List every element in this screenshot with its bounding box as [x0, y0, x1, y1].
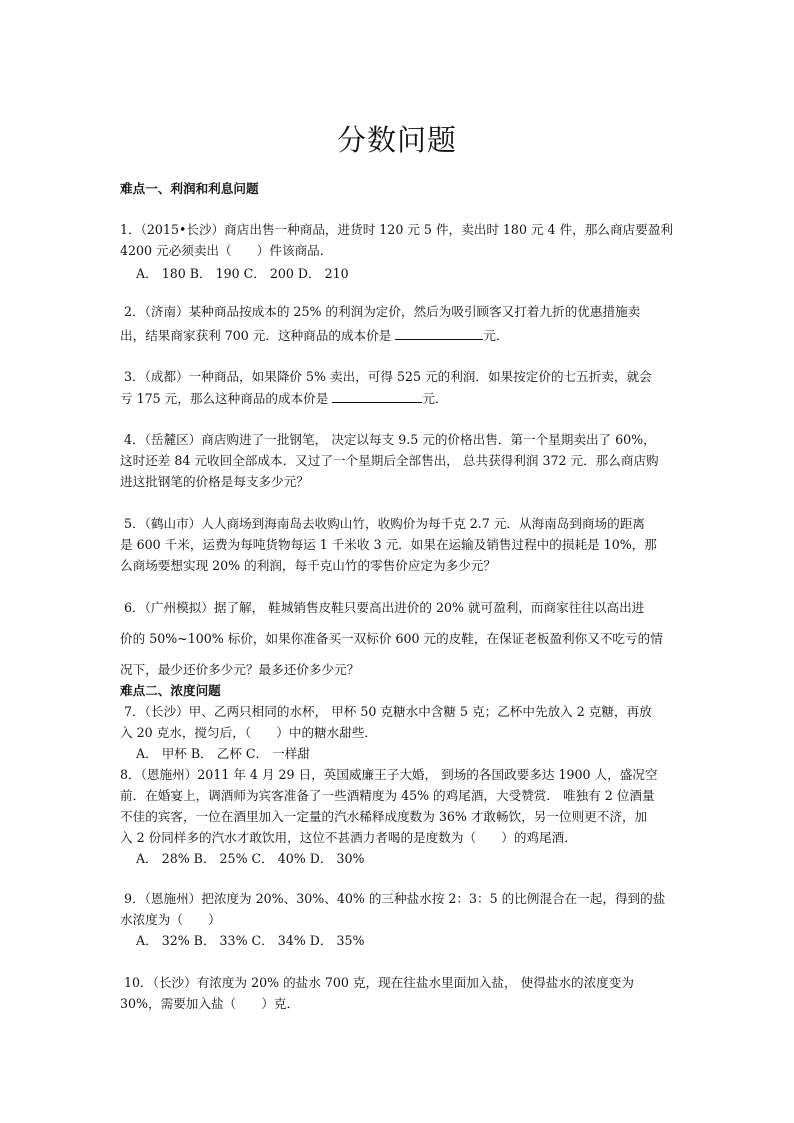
question-7-line-2: 入 20 克水，搅匀后，（ ）中的糖水甜些． [120, 725, 378, 740]
question-8-options: A． 28% B． 25% C． 40% D． 30% [136, 851, 365, 866]
question-3-unit: 元． [422, 391, 448, 406]
question-5-line-1: 5．（鹤山市）人人商场到海南岛去收购山竹，收购价为每千克 2.7 元．从海南岛到商场的距离 [124, 516, 645, 531]
question-6-line-2: 价的 50%~100% 标价，如果你准备买一双标价 600 元的皮鞋，在保证老板盈利你又不吃亏的情 [120, 631, 663, 646]
question-1-options: A． 180 B． 190 C． 200 D． 210 [136, 266, 349, 281]
question-9-line-1: 9．（恩施州）把浓度为 20%、30%、40% 的三种盐水按 2：3：5 的比例混合在一起，得到的盐 [124, 891, 666, 906]
section-heading-profit: 难点一、利润和利息问题 [120, 181, 259, 196]
section-heading-concentration: 难点二、浓度问题 [120, 683, 221, 698]
answer-blank[interactable] [395, 327, 483, 340]
question-2-line-1: 2．（济南）某种商品按成本的 25% 的利润为定价，然后为吸引顾客又打着九折的优惠措施卖 [124, 304, 641, 319]
question-6-line-1: 6．（广州模拟）据了解， 鞋城销售皮鞋只要高出进价的 20% 就可盈利，而商家往往以高出进 [124, 600, 645, 615]
question-8-line-4: 入 2 份同样多的汽水才敢饮用，这位不甚酒力者喝的是度数为（ ）的鸡尾酒． [120, 830, 577, 845]
question-8-line-3: 不佳的宾客，一位在酒里加入一定量的汽水稀释成度数为 36% 才敢畅饮，另一位则更不济，加 [120, 809, 648, 824]
question-4-line-3: 进这批钢笔的价格是每支多少元？ [120, 474, 309, 489]
question-3-line-2 [120, 390, 448, 407]
question-4-line-1: 4．（岳麓区）商店购进了一批钢笔， 决定以每支 9.5 元的价格出售．第一个星期卖出了 60%， [124, 432, 656, 447]
question-1-line-1: 1．（2015•长沙）商店出售一种商品，进货时 120 元 5 件，卖出时 180 元 4 件，那么商店要盈利 [120, 222, 673, 237]
question-10-line-1: 10．（长沙）有浓度为 20% 的盐水 700 克，现在往盐水里面加入盐， 使得盐水的浓度变为 [124, 975, 634, 990]
question-8-line-2: 前．在婚宴上，调酒师为宾客准备了一些酒精度为 45% 的鸡尾酒，大受赞赏． 唯独有 2 位酒量 [120, 788, 655, 803]
question-8-line-1: 8．（恩施州）2011 年 4 月 29 日，英国威廉王子大婚， 到场的各国政要多达 1900 人，盛况空 [120, 767, 658, 782]
question-9-line-2: 水浓度为（ ） [120, 912, 221, 927]
question-5-line-3: 么商场要想实现 20% 的利润，每千克山竹的零售价应定为多少元？ [120, 558, 497, 573]
answer-blank[interactable] [332, 390, 422, 403]
question-2-line-2 [120, 327, 509, 344]
question-1-line-2: 4200 元必须卖出（ ）件该商品． [120, 243, 333, 258]
question-7-options: A． 甲杯 B． 乙杯 C． 一样甜 [136, 746, 310, 761]
question-10-line-2: 30%，需要加入盐（ ）克． [120, 996, 300, 1011]
question-9-options: A． 32% B． 33% C． 34% D． 35% [136, 933, 365, 948]
page-title: 分数问题 [336, 123, 457, 157]
question-3-text: 亏 175 元，那么这种商品的成本价是 [120, 391, 333, 406]
question-2-unit: 元． [483, 328, 509, 343]
question-6-line-3: 况下，最少还价多少元？最多还价多少元？ [120, 662, 360, 677]
question-2-text: 出，结果商家获利 700 元．这种商品的成本价是 [120, 328, 396, 343]
question-4-line-2: 这时还差 84 元收回全部成本．又过了一个星期后全部售出， 总共获得利润 372 元．那么商店购 [120, 453, 659, 468]
question-5-line-2: 是 600 千米，运费为每吨货物每运 1 千米收 3 元．如果在运输及销售过程中的损耗是 10%，那 [120, 537, 657, 552]
question-7-line-1: 7．（长沙）甲、乙两只相同的水杯， 甲杯 50 克糖水中含糖 5 克；乙杯中先放入 2 克糖，再放 [124, 704, 652, 719]
question-3-line-1: 3．（成都）一种商品，如果降价 5% 卖出，可得 525 元的利润．如果按定价的七五折卖，就会 [124, 369, 652, 384]
